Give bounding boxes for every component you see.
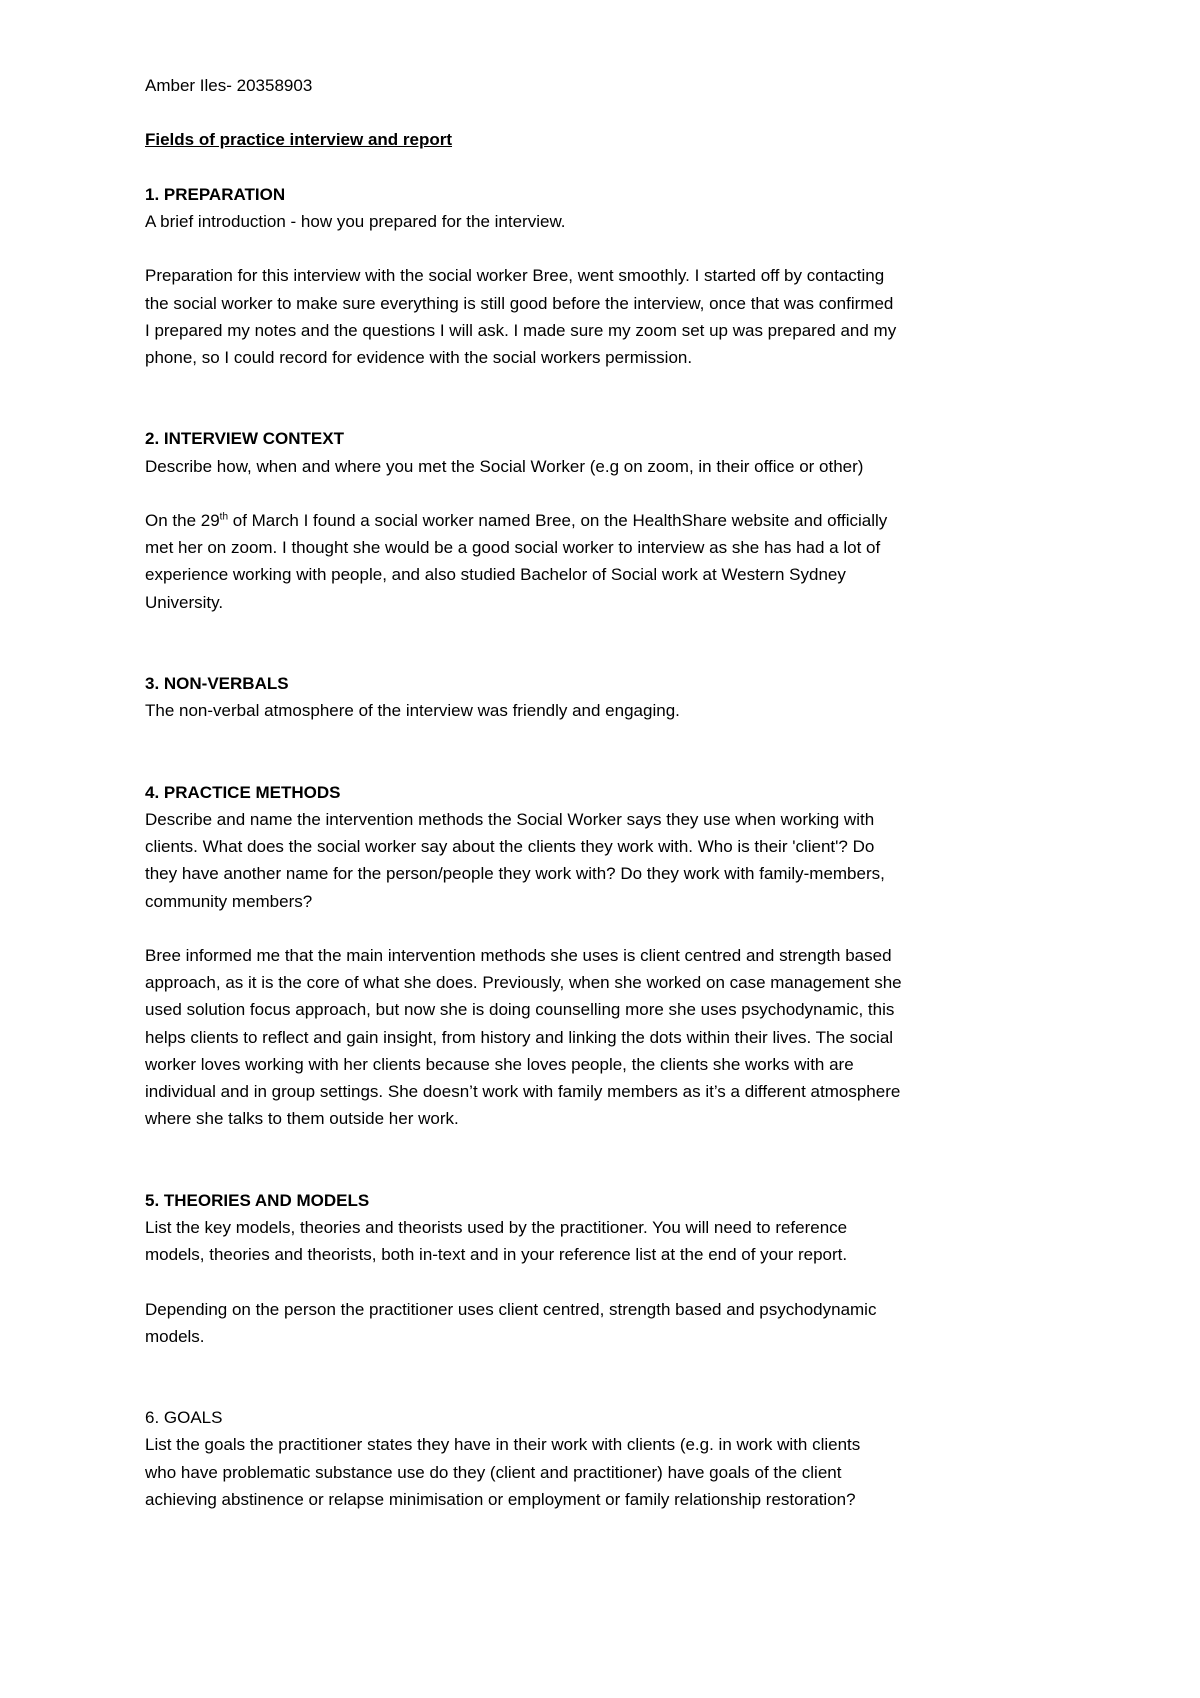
ordinal-suffix: th xyxy=(219,511,229,523)
prompt-line: models, theories and theorists, both in-text and in your reference list at the end of your report. xyxy=(145,1245,848,1265)
section-prompt-interview-context: Describe how, when and where you met the Social Worker (e.g on zoom, in their office or other) xyxy=(145,456,864,476)
prompt-line: who have problematic substance use do they (client and practitioner) have goals of the client xyxy=(145,1462,842,1482)
author-line: Amber Iles- 20358903 xyxy=(145,76,313,95)
prompt-line: List the goals the practitioner states they have in their work with clients (e.g. in work with clients xyxy=(145,1435,861,1455)
section-heading-goals: 6. GOALS xyxy=(145,1408,223,1428)
prompt-line: achieving abstinence or relapse minimisation or employment or family relationship restoration? xyxy=(145,1489,856,1509)
answer-line: Preparation for this interview with the social worker Bree, went smoothly. I started off by contacting xyxy=(145,266,885,286)
answer-text: of March I found a social worker named Bree, on the HealthShare website and officially xyxy=(228,511,888,531)
answer-line: worker loves working with her clients because she loves people, the clients she works with are xyxy=(145,1054,854,1074)
answer-line: experience working with people, and also studied Bachelor of Social work at Western Sydney xyxy=(145,565,846,585)
answer-text: On the 29 xyxy=(145,511,220,531)
prompt-line: clients. What does the social worker say about the clients they work with. Who is their 'client'? Do xyxy=(145,837,875,857)
prompt-line: Describe and name the intervention methods the Social Worker says they use when working with xyxy=(145,810,875,830)
prompt-line: List the key models, theories and theorists used by the practitioner. You will need to reference xyxy=(145,1217,848,1237)
answer-line: individual and in group settings. She doesn’t work with family members as it’s a different atmosphere xyxy=(145,1081,901,1101)
answer-line: used solution focus approach, but now she is doing counselling more she uses psychodynamic, this xyxy=(145,1000,895,1020)
answer-line: University. xyxy=(145,592,224,612)
answer-line: phone, so I could record for evidence with the social workers permission. xyxy=(145,347,693,367)
answer-line: met her on zoom. I thought she would be a good social worker to interview as she has had a lot of xyxy=(145,538,881,558)
section-heading-non-verbals: 3. NON-VERBALS xyxy=(145,674,289,694)
section-prompt-preparation: A brief introduction - how you prepared for the interview. xyxy=(145,211,566,231)
document-body xyxy=(145,72,1075,1513)
prompt-line: community members? xyxy=(145,891,313,911)
answer-line: where she talks to them outside her work. xyxy=(145,1109,459,1129)
section-heading-interview-context: 2. INTERVIEW CONTEXT xyxy=(145,429,344,449)
answer-line-with-date xyxy=(145,507,1075,534)
section-heading-theories-models: 5. THEORIES AND MODELS xyxy=(145,1190,370,1210)
answer-line: Bree informed me that the main intervention methods she uses is client centred and strength based xyxy=(145,946,892,966)
answer-line: the social worker to make sure everything is still good before the interview, once that was confirmed xyxy=(145,293,894,313)
section-heading-preparation: 1. PREPARATION xyxy=(145,184,286,204)
answer-line: models. xyxy=(145,1326,205,1346)
section-heading-practice-methods: 4. PRACTICE METHODS xyxy=(145,782,341,802)
answer-line: helps clients to reflect and gain insight, from history and linking the dots within their lives. The social xyxy=(145,1027,894,1047)
answer-line: The non-verbal atmosphere of the interview was friendly and engaging. xyxy=(145,701,680,721)
answer-line: Depending on the person the practitioner uses client centred, strength based and psychodynamic xyxy=(145,1299,877,1319)
document-title: Fields of practice interview and report xyxy=(145,130,453,150)
prompt-line: they have another name for the person/people they work with? Do they work with family-members, xyxy=(145,864,885,884)
answer-line: I prepared my notes and the questions I will ask. I made sure my zoom set up was prepared and my xyxy=(145,320,897,340)
answer-line: approach, as it is the core of what she does. Previously, when she worked on case management she xyxy=(145,973,902,993)
